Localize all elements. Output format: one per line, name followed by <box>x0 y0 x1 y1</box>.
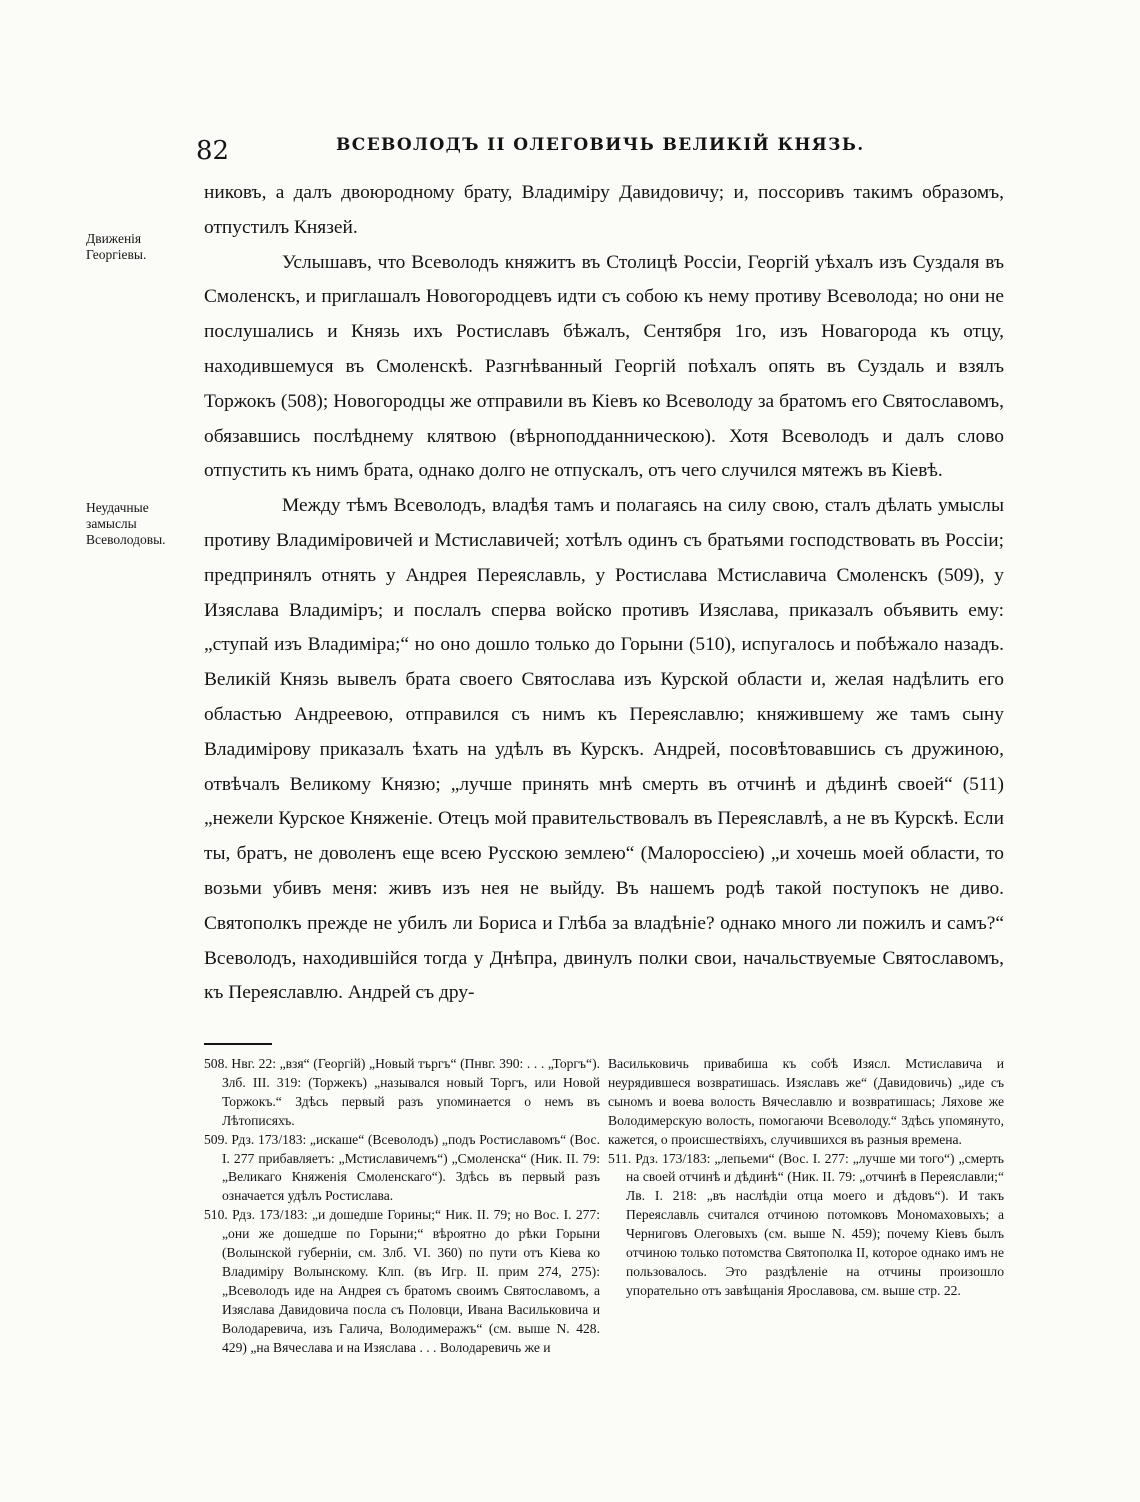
footnote-continuation: Васильковичь привабиша къ собѣ Изясл. Мстиславича и неурядившеся возвратишась. Изяславъ же“ (Давидовичь) „иде съ сыномъ и воева волость Вячеславлю и возвратишась; Ляхове же Володимерскую волость, помогаючи Всеволоду.“ Здѣсь упомянуто, кажется, о происшествіяхъ, случившихся въ разныя времена. <box>608 1056 1004 1147</box>
main-text <box>204 176 1004 1011</box>
margin-note: Неудачные замыслы Всеволодовы. <box>86 500 166 547</box>
footnote: 510. Рдз. 173/183: „и дошедше Горины;“ Ник. II. 79; но Вос. I. 277: „они же дошедше по Горыни;“ вѣроятно до рѣки Горыни (Волынской губерніи, см. Злб. VI. 360) по пути отъ Кіева ко Владиміру Волынскому. Клп. (въ Игр. II. прим 274, 275): „Всеволодъ иде на Андрея съ братомъ своимъ Святославомъ, а Изяслава Давидовича посла съ Половци, Ивана Васильковича и Володаревича, изъ Галича, Володимеражъ“ (см. выше N. 428. 429) „на Вячеслава и на Изяслава . . . Володаревичь же и <box>204 1207 600 1355</box>
page-number: 82 <box>196 136 230 166</box>
footnote: 508. Нвг. 22: „взя“ (Георгій) „Новый търгъ“ (Пнвг. 390: . . . „Торгъ“). Злб. III. 319: (Торжекъ) „назывался новый Торгъ, или Новой Торжокъ.“ Здѣсь первый разъ упоминается о немъ въ Лѣтописяхъ. <box>204 1056 600 1128</box>
paragraph: Услышавъ, что Всеволодъ княжитъ въ Столицѣ Россіи, Георгій уѣхалъ изъ Суздаля въ Смоленскъ, и приглашалъ Новогородцевъ идти съ собою къ нему противу Всеволода; но они не послушались и Князь ихъ Ростиславъ бѣжалъ, Сентября 1го, изъ Новагорода къ отцу, находившемуся въ Смоленскѣ. Разгнѣванный Георгій поѣхалъ опять въ Суздаль и взялъ Торжокъ (508); Новогородцы же отправили въ Кіевъ ко Всеволоду за братомъ его Святославомъ, обязавшись послѣднему клятвою (вѣрноподданническою). Хотя Всеволодъ и далъ слово отпустить къ нимъ брата, однако долго не отпускалъ, отъ чего случился мятежъ въ Кіевѣ. <box>204 251 1004 482</box>
footnotes-left-column <box>204 1055 600 1358</box>
paragraph: Между тѣмъ Всеволодъ, владѣя тамъ и полагаясь на силу свою, сталъ дѣлать умыслы противу Владиміровичей и Мстиславичей; хотѣлъ одинъ съ братьями господствовать въ Россіи; предпринялъ отнять у Андрея Переяславль, у Ростислава Мстиславича Смоленскъ (509), у Изяслава Владиміръ; и послалъ сперва войско противъ Изяслава, приказалъ объявить ему: „ступай изъ Владиміра;“ но оно дошло только до Горыни (510), испугалось и побѣжало назадъ. Великій Князь вывелъ брата своего Святослава изъ Курской области и, желая надѣлить его областью Андреевою, отправился съ нимъ къ Переяславлю; княжившему же тамъ сыну Владимірову приказалъ ѣхать на удѣлъ въ Курскъ. Андрей, посовѣтовавшись съ дружиною, отвѣчалъ Великому Князю; „лучше принять мнѣ смерть въ отчинѣ и дѣдинѣ своей“ (511) „нежели Курское Княженіе. Отецъ мой правительствовалъ въ Переяславлѣ, а не въ Курскѣ. Если ты, братъ, не доволенъ еще всею Русскою землею“ (Малороссіею) „и хочешь моей области, то возьми убивъ меня: живъ изъ нея не выйду. Въ нашемъ родѣ такой поступокъ не диво. Святополкъ прежде не убилъ ли Бориса и Глѣба за владѣніе? однако много ли пожилъ и самъ?“ Всеволодъ, находившійся тогда у Днѣпра, двинулъ полки свои, начальствуемые Святославомъ, къ Переяславлю. Андрей съ дру- <box>204 495 1004 1004</box>
footnotes-right-column <box>608 1055 1004 1301</box>
footnote: 509. Рдз. 173/183: „искаше“ (Всеволодъ) „подъ Ростиславомъ“ (Вос. I. 277 прибавляетъ: „Мстиславичемъ“) „Смоленска“ (Ник. II. 79: „Великаго Княженія Смоленскаго“). Здѣсь въ первый разъ означается удѣлъ Ростислава. <box>204 1131 600 1204</box>
paragraph: никовъ, а далъ двоюродному брату, Владиміру Давидовичу; и, поссоривъ такимъ образомъ, отпустилъ Князей. <box>204 182 1004 238</box>
footnote-divider <box>204 1043 272 1045</box>
margin-note: Движенія Георгіевы. <box>86 231 147 262</box>
footnote: 511. Рдз. 173/183: „лепьеми“ (Вос. I. 277: „лучше ми того“) „смерть на своей отчинѣ и дѣдинѣ“ (Ник. II. 79: „отчинѣ в Переяславли;“ Лв. I. 218: „въ наслѣдіи отца моего и дѣдовъ“). И такъ Переяславль считался отчиною потомковъ Мономаховыхъ; а Черниговъ Олеговыхъ (см. выше N. 459); почему Кіевъ былъ отчиною только потомства Святополка II, которое однако имъ не пользовалось. Это раздѣленіе на отчины произошло упорательно отъ завѣщанія Ярославова, см. выше стр. 22. <box>608 1150 1004 1298</box>
running-title: ВСЕВОЛОДЪ II ОЛЕГОВИЧЬ ВЕЛИКІЙ КНЯЗЬ. <box>336 135 865 155</box>
